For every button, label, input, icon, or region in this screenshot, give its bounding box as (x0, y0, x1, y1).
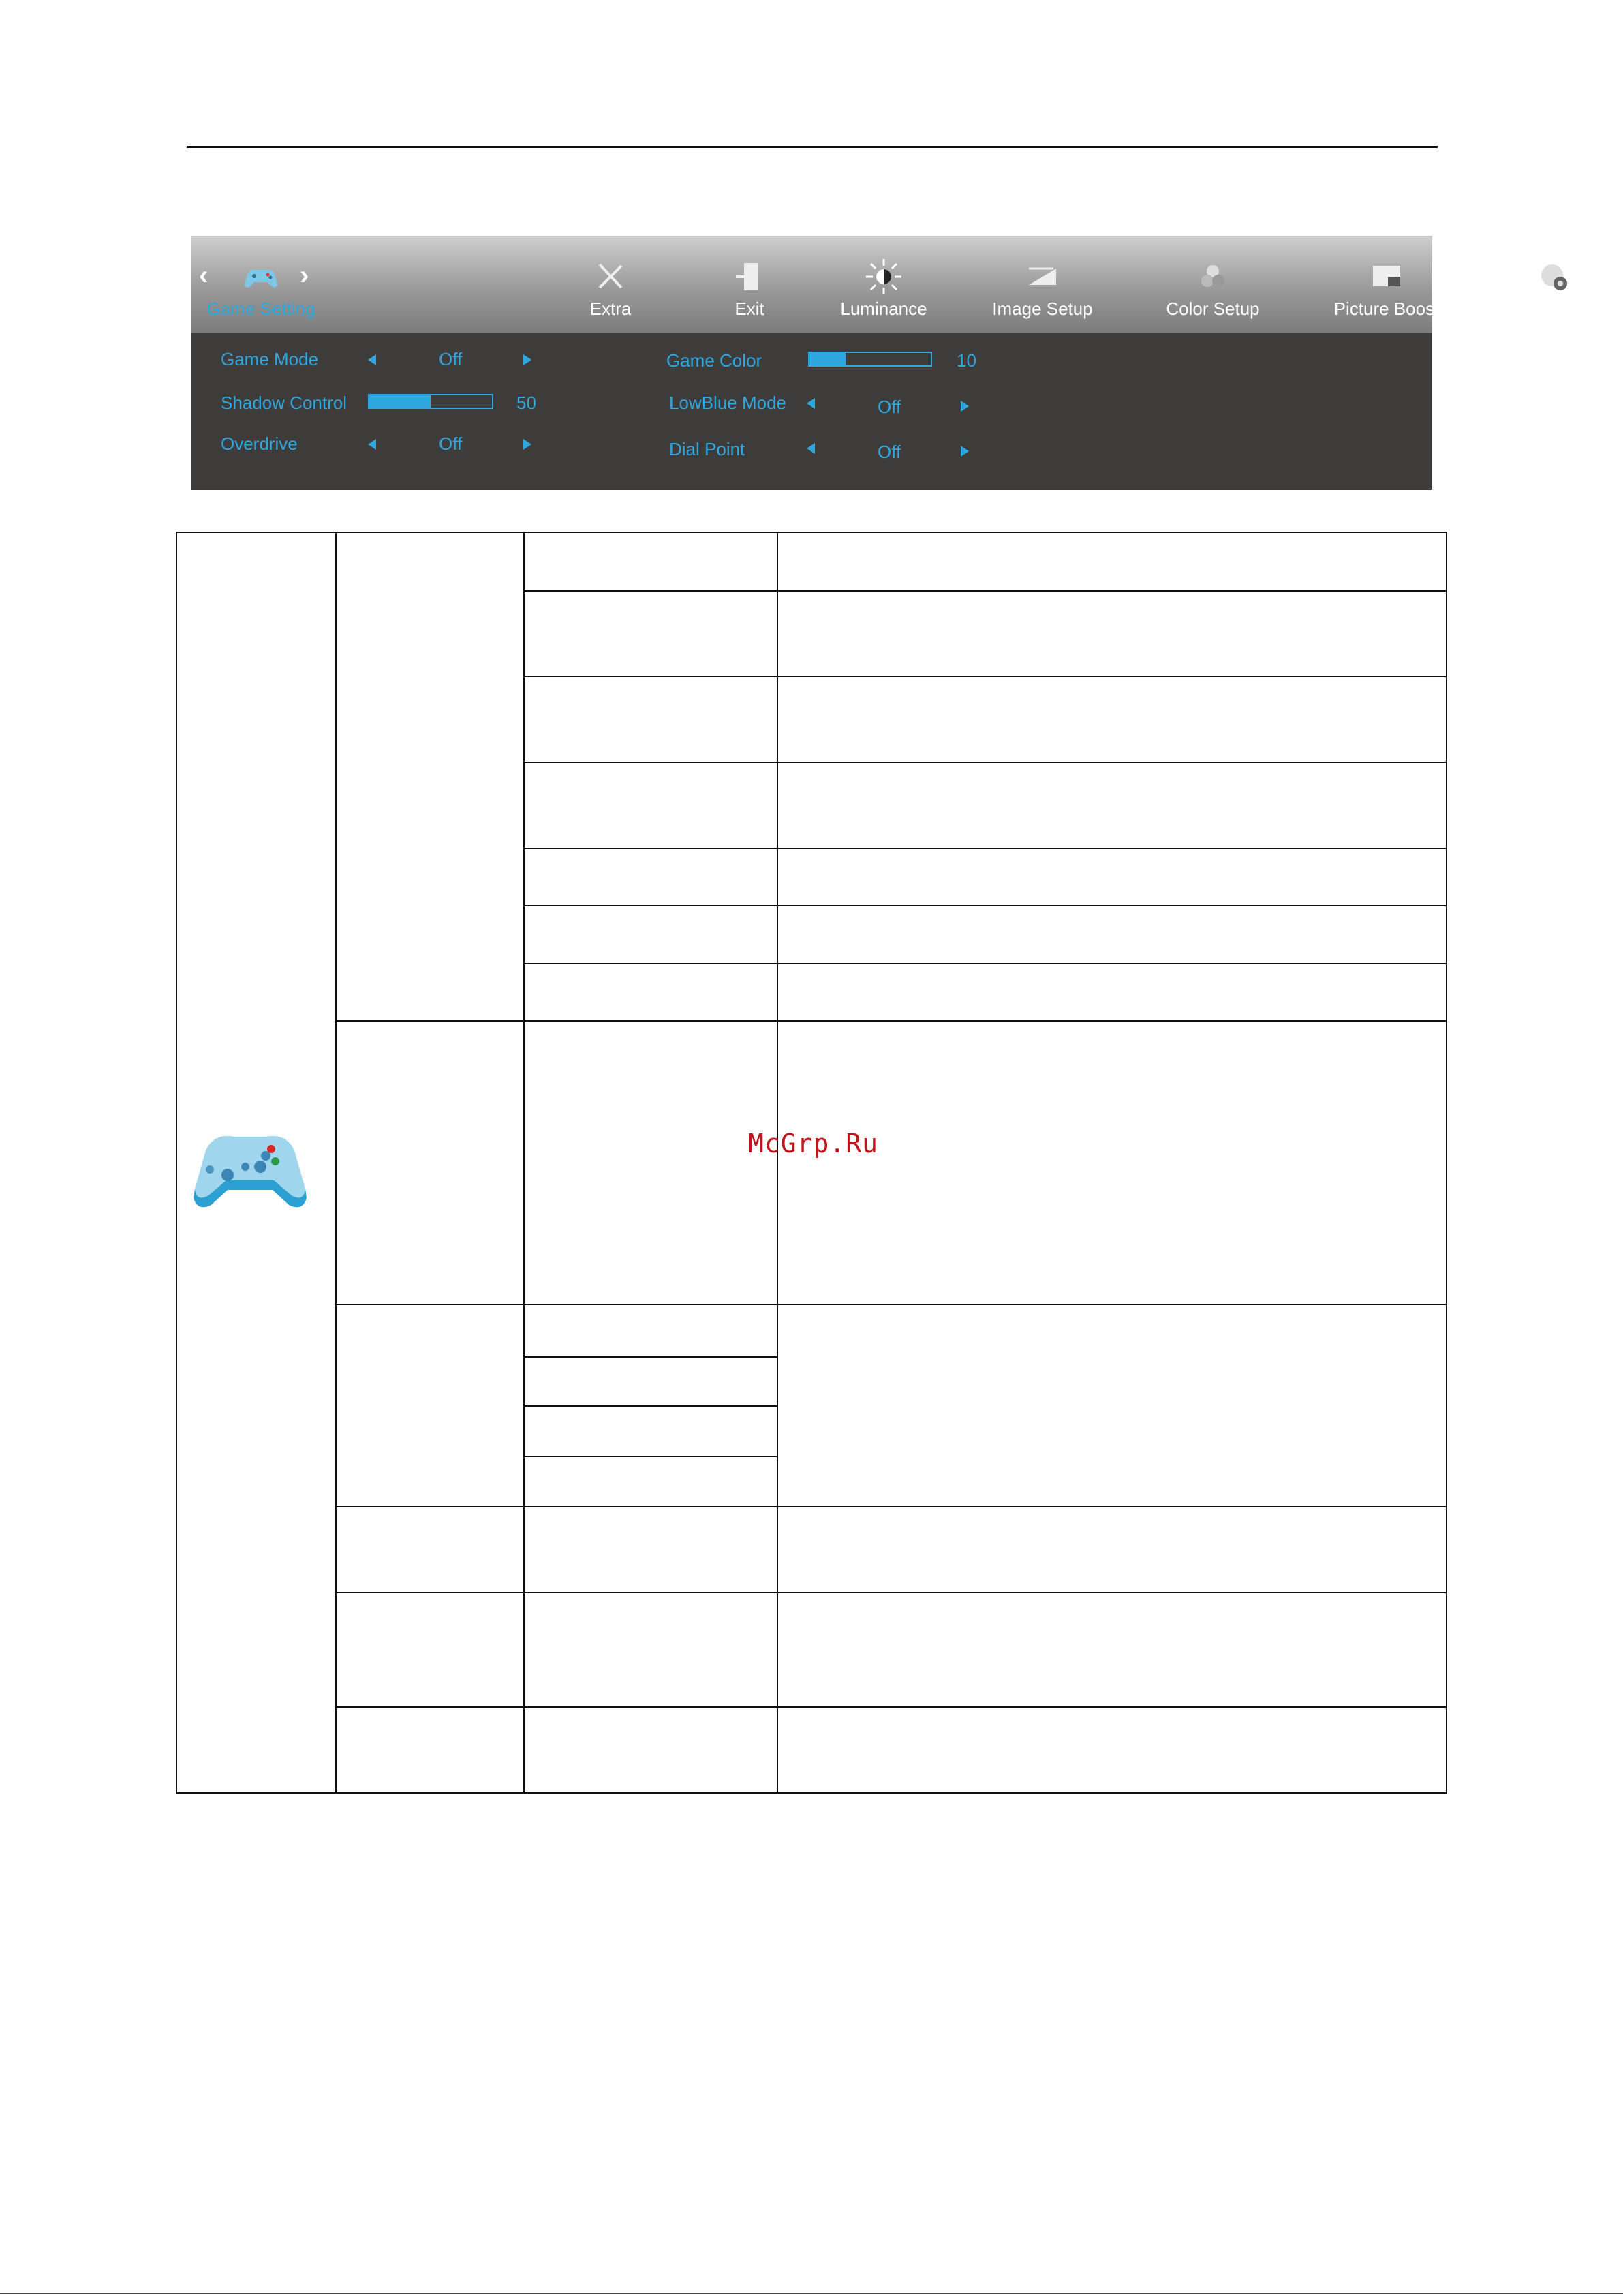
shadow-control-value: 50 (516, 393, 536, 413)
watermark: McGrp.Ru (748, 1129, 879, 1159)
tab-label: Game Setting (206, 299, 315, 319)
row-divider (523, 676, 1447, 677)
gamepad-icon (189, 1115, 311, 1214)
dial-point-value[interactable]: Off (878, 442, 901, 462)
column-divider (777, 532, 778, 1794)
dial-point-label: Dial Point (669, 439, 745, 459)
column-divider (523, 532, 525, 1794)
tab-label: Color Setup (1166, 299, 1260, 319)
row-divider (523, 905, 1447, 906)
footer-rule (0, 2293, 1623, 2294)
row-divider (335, 1506, 1447, 1507)
row-divider (335, 1304, 1447, 1305)
row-divider (523, 963, 1447, 964)
table-border (176, 532, 177, 1794)
row-divider (523, 1405, 778, 1407)
game-mode-label: Game Mode (221, 349, 319, 369)
lowblue-mode-label: LowBlue Mode (669, 393, 786, 413)
row-divider (523, 590, 1447, 592)
tab-label: Image Setup (992, 299, 1093, 319)
table-border (176, 1792, 1447, 1794)
shadow-control-label: Shadow Control (221, 393, 347, 413)
row-divider (335, 1592, 1447, 1593)
tab-label: Luminance (840, 299, 927, 319)
prev-arrow-icon[interactable]: ‹ (199, 260, 208, 290)
row-divider (335, 1706, 1447, 1708)
tab-label: Extra (589, 299, 632, 319)
lowblue-mode-value[interactable]: Off (878, 397, 901, 417)
table-border (1446, 532, 1447, 1794)
row-divider (523, 762, 1447, 763)
table-border (176, 532, 1447, 533)
game-color-value: 10 (957, 350, 976, 371)
row-divider (523, 1356, 778, 1358)
overdrive-value[interactable]: Off (439, 433, 463, 454)
tab-label: Picture Boost (1333, 299, 1440, 319)
tab-label: OSD Setup (1509, 299, 1598, 319)
row-divider (523, 848, 1447, 849)
game-mode-value[interactable]: Off (439, 349, 463, 369)
column-divider (335, 532, 337, 1794)
row-divider (335, 1020, 1447, 1022)
game-color-label: Game Color (666, 350, 762, 371)
tab-label: Exit (735, 299, 764, 319)
overdrive-label: Overdrive (221, 433, 298, 454)
row-divider (523, 1456, 778, 1457)
next-arrow-icon[interactable]: › (300, 260, 309, 290)
